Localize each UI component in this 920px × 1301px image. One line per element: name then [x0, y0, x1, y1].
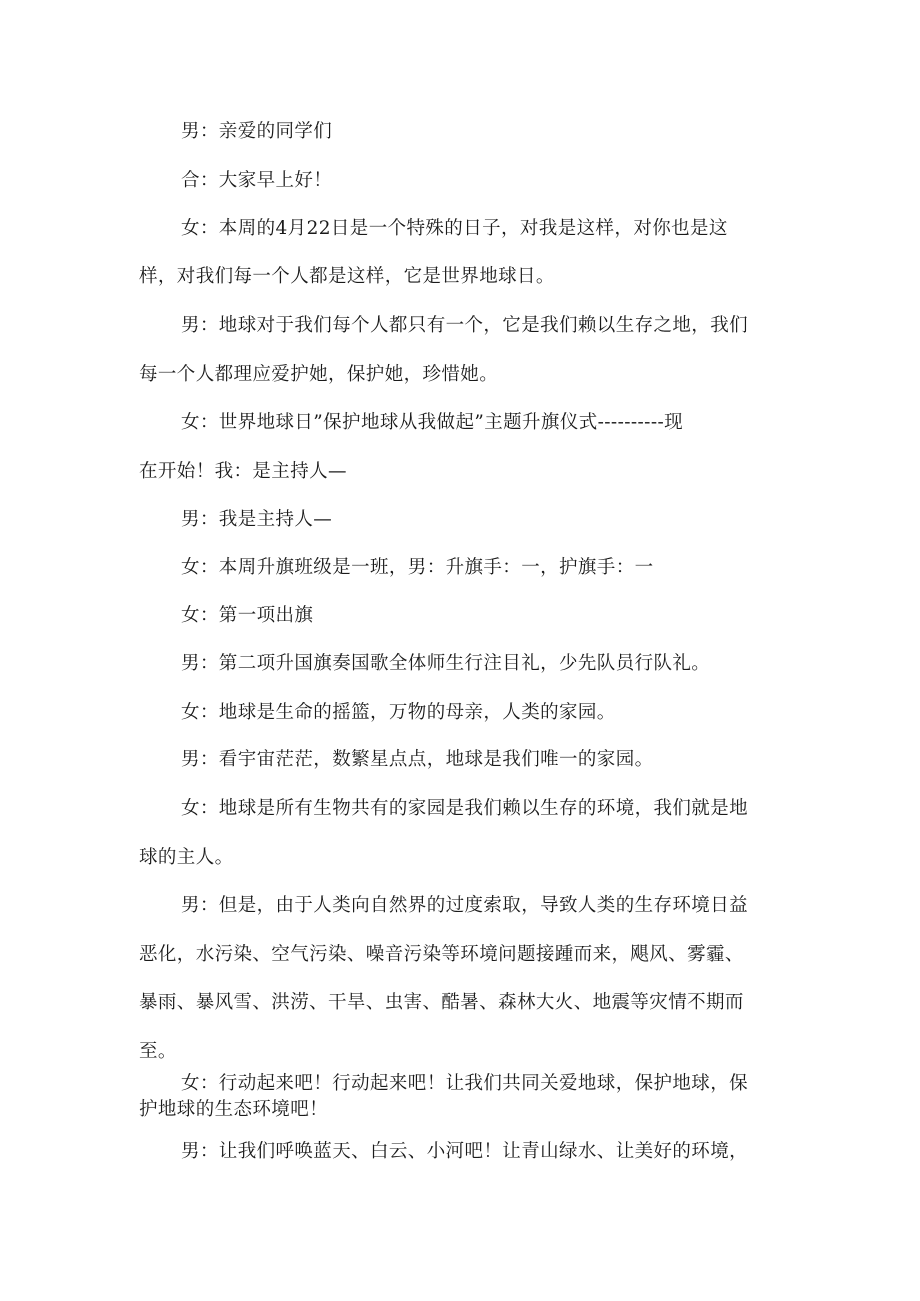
text-line: 护地球的生态环境吧！ [139, 1099, 329, 1120]
text-line: 男：亲爱的同学们 [181, 121, 333, 142]
text-line: 女：世界地球日”保护地球从我做起”主题升旗仪式----------现 [181, 412, 684, 433]
text-line: 至。 [139, 1041, 177, 1062]
text-line: 暴雨、暴风雪、洪涝、干旱、虫害、酷暑、森林大火、地震等灾情不期而 [139, 992, 744, 1013]
text-line: 男：我是主持人— [181, 509, 333, 530]
text-line: 在开始！我：是主持人— [139, 461, 347, 482]
text-line: 合：大家早上好！ [181, 170, 333, 191]
text-line: 球的主人。 [139, 847, 234, 868]
text-line: 男：让我们呼唤蓝天、白云、小河吧！让青山绿水、让美好的环境， [181, 1141, 749, 1162]
text-line: 每一个人都理应爱护她，保护她，珍惜她。 [139, 364, 499, 385]
text-line: 女：本周的4月22日是一个特殊的日子，对我是这样，对你也是这 [181, 218, 728, 239]
text-line: 女：行动起来吧！行动起来吧！让我们共同关爱地球，保护地球，保 [181, 1073, 749, 1094]
text-line: 男：但是，由于人类向自然界的过度索取，导致人类的生存环境日益 [181, 895, 749, 916]
text-line: 样，对我们每一个人都是这样，它是世界地球日。 [139, 266, 555, 287]
text-line: 女：地球是生命的摇篮，万物的母亲，人类的家园。 [181, 702, 616, 723]
text-line: 女：本周升旗班级是一班，男：升旗手：一，护旗手：一 [181, 557, 654, 578]
text-line: 男：地球对于我们每个人都只有一个，它是我们赖以生存之地，我们 [181, 315, 749, 336]
text-line: 恶化，水污染、空气污染、噪音污染等环境问题接踵而来，飓风、雾霾、 [139, 944, 744, 965]
text-line: 女：地球是所有生物共有的家园是我们赖以生存的环境，我们就是地 [181, 798, 749, 819]
text-line: 男：看宇宙茫茫，数繁星点点，地球是我们唯一的家园。 [181, 749, 654, 770]
text-line: 男：第二项升国旗奏国歌全体师生行注目礼，少先队员行队礼。 [181, 653, 711, 674]
text-line: 女：第一项出旗 [181, 605, 314, 626]
